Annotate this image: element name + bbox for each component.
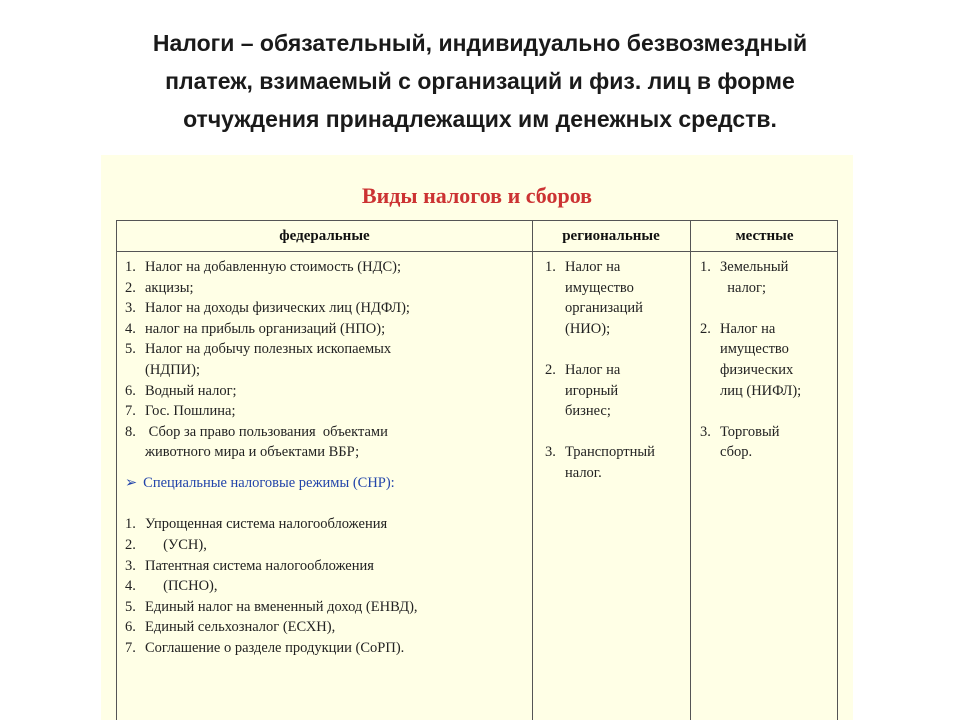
list-item (125, 339, 525, 360)
list-item (700, 360, 835, 381)
spacer (700, 298, 835, 319)
list-item (545, 319, 685, 340)
heading-line-3: отчуждения принадлежащих им денежных средств. (183, 106, 777, 132)
spacer (700, 401, 835, 422)
item-number: 8. (125, 423, 136, 440)
tax-table-panel (101, 155, 853, 720)
list-item (125, 381, 525, 402)
item-number (700, 278, 720, 299)
item-text: сбор. (720, 444, 753, 461)
item-number (700, 381, 720, 402)
item-number: 1. (125, 259, 136, 275)
item-text: Водный налог; (145, 382, 237, 399)
item-text: Единый сельхозналог (ЕСХН), (145, 619, 336, 636)
table-title: Виды налогов и сборов (361, 183, 593, 208)
special-regimes-heading (125, 473, 525, 494)
item-number: 7. (125, 639, 136, 656)
item-number: 5. (125, 598, 136, 615)
item-number: 5. (125, 341, 136, 358)
item-number: 3. (125, 557, 136, 574)
list-item (125, 360, 525, 381)
heading-line-2: платеж, взимаемый с организаций и физ. лиц в форме (165, 68, 795, 94)
item-text: Земельный (720, 259, 789, 275)
item-number (545, 278, 565, 299)
list-item (700, 319, 835, 340)
list-item (700, 442, 835, 463)
item-text: Упрощенная система налогообложения (145, 516, 388, 533)
item-text: (УСН), (145, 537, 207, 554)
item-text: Единый налог на вмененный доход (ЕНВД), (145, 598, 418, 615)
federal-taxes-column (125, 257, 525, 659)
list-item (125, 278, 525, 299)
header-regional: региональные (562, 228, 660, 244)
item-text: Торговый (720, 423, 780, 440)
item-number (700, 339, 720, 360)
item-text: имущество (720, 341, 789, 358)
list-item (125, 401, 525, 422)
list-item (125, 535, 525, 556)
item-text: животного мира и объектами ВБР; (145, 444, 360, 461)
list-item (125, 617, 525, 638)
special-regimes-label: Специальные налоговые режимы (СНР): (143, 475, 395, 492)
item-text: игорный (565, 382, 619, 399)
list-item (125, 257, 525, 278)
list-item (125, 576, 525, 597)
item-text: акцизы; (145, 279, 194, 296)
header-local: местные (735, 228, 794, 244)
item-number (700, 360, 720, 381)
item-text: налог. (565, 464, 602, 481)
column-divider (532, 221, 533, 720)
list-item (545, 257, 685, 278)
item-number (545, 401, 565, 422)
header-divider (117, 251, 837, 252)
list-item (545, 360, 685, 381)
item-number: 3. (545, 444, 556, 461)
column-divider (690, 221, 691, 720)
item-number (545, 463, 565, 484)
list-item (545, 463, 685, 484)
list-item (545, 298, 685, 319)
item-number: 2. (125, 279, 136, 296)
list-item (700, 278, 835, 299)
item-text: Сбор за право пользования объектами (145, 423, 388, 440)
item-text: Соглашение о разделе продукции (СоРП). (145, 639, 405, 656)
item-text: (ПСНО), (145, 578, 218, 595)
item-number: 7. (125, 403, 136, 420)
list-item (545, 401, 685, 422)
header-federal: федеральные (279, 228, 370, 244)
item-text: организаций (565, 300, 643, 317)
list-item (545, 381, 685, 402)
regional-taxes-column (545, 257, 685, 484)
item-number (545, 298, 565, 319)
item-number: 6. (125, 382, 136, 399)
item-text: физических (720, 361, 794, 378)
list-item (545, 442, 685, 463)
page-heading (40, 24, 920, 138)
list-item (700, 339, 835, 360)
item-text: бизнес; (565, 403, 611, 420)
list-item (700, 422, 835, 443)
item-number: 4. (125, 578, 136, 595)
local-taxes-column (700, 257, 835, 463)
list-item (125, 319, 525, 340)
list-item (125, 298, 525, 319)
item-number: 4. (125, 320, 136, 337)
item-text: лиц (НИФЛ); (720, 382, 802, 399)
item-text: Патентная система налогообложения (145, 557, 374, 574)
item-number (700, 442, 720, 463)
item-number: 3. (125, 300, 136, 317)
list-item (125, 422, 525, 443)
item-text: Налог на добавленную стоимость (НДС); (145, 259, 402, 275)
arrow-bullet-icon: ➢ (125, 475, 138, 492)
item-text: налог; (720, 279, 767, 296)
item-number (125, 442, 145, 463)
item-text: имущество (565, 279, 634, 296)
spacer (125, 463, 525, 473)
item-text: Гос. Пошлина; (145, 403, 236, 420)
list-item (700, 257, 835, 278)
item-text: Налог на доходы физических лиц (НДФЛ); (145, 300, 410, 317)
item-text: Налог на (565, 361, 621, 378)
spacer (125, 494, 525, 515)
item-number: 2. (125, 537, 136, 554)
item-text: Налог на (720, 320, 776, 337)
item-number: 3. (700, 423, 711, 440)
item-number (125, 360, 145, 381)
list-item (700, 381, 835, 402)
item-number: 1. (125, 516, 136, 533)
list-item (545, 278, 685, 299)
list-item (125, 514, 525, 535)
spacer (545, 339, 685, 360)
list-item (125, 638, 525, 659)
spacer (545, 422, 685, 443)
item-number (545, 381, 565, 402)
item-number: 2. (700, 320, 711, 337)
item-text: Транспортный (565, 444, 655, 461)
item-number: 6. (125, 619, 136, 636)
heading-line-1: Налоги – обязательный, индивидуально безвозмездный (152, 30, 808, 56)
tax-table (116, 220, 838, 720)
item-number: 2. (545, 361, 556, 378)
item-text: налог на прибыль организаций (НПО); (145, 320, 386, 337)
item-number: 1. (545, 259, 556, 275)
list-item (125, 556, 525, 577)
item-number: 1. (700, 259, 711, 275)
item-number (545, 319, 565, 340)
item-text: Налог на (565, 259, 621, 275)
item-text: Налог на добычу полезных ископаемых (145, 341, 392, 358)
list-item (125, 442, 525, 463)
item-text: (НИО); (565, 320, 611, 337)
item-text: (НДПИ); (145, 361, 200, 378)
list-item (125, 597, 525, 618)
